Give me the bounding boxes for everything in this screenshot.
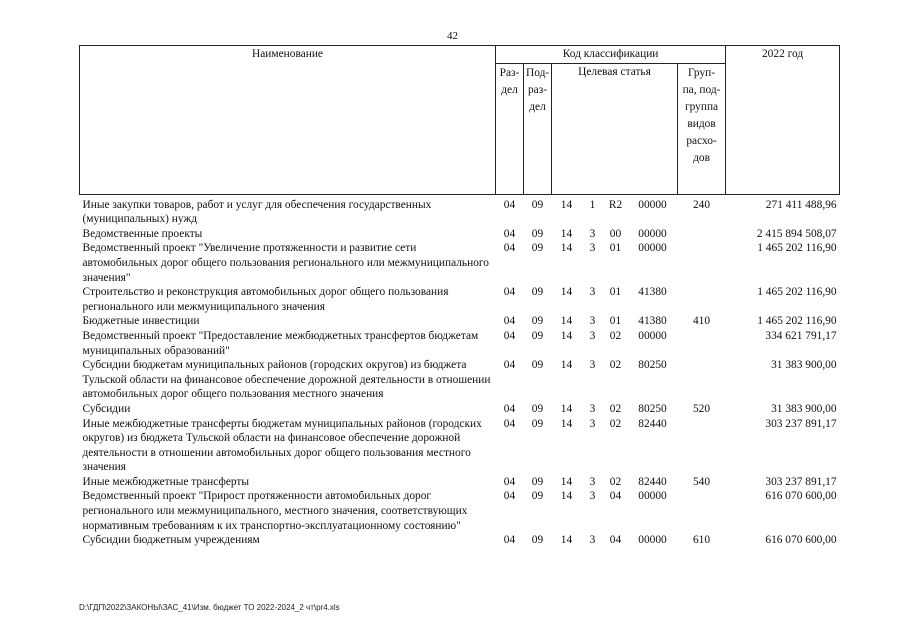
row-name: Ведомственный проект "Увеличение протяженности и развитие сети автомобильных дорог общего пользования регионального или межмуниципального значения" bbox=[82, 242, 489, 284]
row-name: Иные межбюджетные трансферты bbox=[82, 475, 250, 488]
header-group: Груп- па, под- группа видов расхо- дов bbox=[678, 63, 726, 194]
header-target: Целевая статья bbox=[552, 63, 678, 194]
file-path-footer: D:\ГДП\2022\ЗАКОНЫ\ЗАС_41\Изм. бюджет ТО 2022-2024_2 чт\pr4.xls bbox=[79, 603, 340, 612]
table-row bbox=[80, 314, 840, 329]
table-row bbox=[80, 475, 840, 490]
row-target-program: 14 bbox=[560, 329, 573, 342]
table-row bbox=[80, 358, 840, 402]
row-amount: 303 237 891,17 bbox=[765, 475, 837, 488]
row-section: 04 bbox=[503, 286, 516, 299]
row-target-item: 02 bbox=[609, 329, 622, 342]
row-target-program: 14 bbox=[560, 198, 573, 211]
row-target-code: 00000 bbox=[638, 534, 667, 547]
row-expense-group: 240 bbox=[692, 198, 711, 211]
row-target-item: 00 bbox=[609, 227, 622, 240]
row-amount: 334 621 791,17 bbox=[765, 329, 837, 342]
row-target-item: 01 bbox=[609, 315, 622, 328]
row-target-code: 41380 bbox=[638, 315, 667, 328]
row-target-code: 00000 bbox=[638, 242, 667, 255]
row-name: Субсидии bbox=[82, 402, 131, 415]
row-subsection: 09 bbox=[531, 490, 544, 503]
row-target-code: 80250 bbox=[638, 402, 667, 415]
row-section: 04 bbox=[503, 490, 516, 503]
row-target-program: 14 bbox=[560, 402, 573, 415]
header-section: Раз- дел bbox=[496, 63, 524, 194]
row-target-item: 04 bbox=[609, 490, 622, 503]
row-target-code: 00000 bbox=[638, 490, 667, 503]
row-name: Субсидии бюджетным учреждениям bbox=[82, 534, 260, 547]
row-target-sub: 1 bbox=[589, 198, 596, 211]
row-target-program: 14 bbox=[560, 359, 573, 372]
row-subsection: 09 bbox=[531, 475, 544, 488]
row-target-sub: 3 bbox=[589, 534, 596, 547]
table-body bbox=[80, 194, 840, 548]
row-expense-group bbox=[678, 489, 726, 533]
row-amount: 31 383 900,00 bbox=[771, 359, 837, 372]
row-target-program: 14 bbox=[560, 286, 573, 299]
budget-table bbox=[79, 45, 840, 548]
row-amount: 616 070 600,00 bbox=[765, 534, 837, 547]
row-section: 04 bbox=[503, 359, 516, 372]
row-section: 04 bbox=[503, 242, 516, 255]
header-code: Код классификации bbox=[496, 46, 726, 64]
row-target-item: 02 bbox=[609, 359, 622, 372]
row-name: Иные закупки товаров, работ и услуг для обеспечения государственных (муниципальных) нужд bbox=[82, 198, 432, 226]
row-subsection: 09 bbox=[531, 534, 544, 547]
row-target-item: 04 bbox=[609, 534, 622, 547]
row-subsection: 09 bbox=[531, 417, 544, 430]
row-target-code: 82440 bbox=[638, 475, 667, 488]
row-subsection: 09 bbox=[531, 242, 544, 255]
row-section: 04 bbox=[503, 227, 516, 240]
row-target-program: 14 bbox=[560, 242, 573, 255]
row-section: 04 bbox=[503, 315, 516, 328]
row-amount: 1 465 202 116,90 bbox=[757, 286, 837, 299]
row-target-program: 14 bbox=[560, 315, 573, 328]
row-target-sub: 3 bbox=[589, 315, 596, 328]
row-expense-group: 610 bbox=[692, 534, 711, 547]
row-target-code: 00000 bbox=[638, 198, 667, 211]
row-expense-group: 520 bbox=[692, 402, 711, 415]
table-row bbox=[80, 402, 840, 417]
table-row bbox=[80, 227, 840, 242]
row-subsection: 09 bbox=[531, 227, 544, 240]
row-target-sub: 3 bbox=[589, 242, 596, 255]
row-target-sub: 3 bbox=[589, 475, 596, 488]
header-name: Наименование bbox=[80, 46, 496, 195]
row-amount: 271 411 488,96 bbox=[765, 198, 837, 211]
row-expense-group: 540 bbox=[692, 475, 711, 488]
page-number: 42 bbox=[447, 30, 458, 42]
header-subsection: Под- раз- дел bbox=[524, 63, 552, 194]
row-section: 04 bbox=[503, 475, 516, 488]
row-amount: 2 415 894 508,07 bbox=[756, 227, 837, 240]
row-expense-group: 410 bbox=[692, 315, 711, 328]
row-target-code: 82440 bbox=[638, 417, 667, 430]
row-target-item: R2 bbox=[608, 198, 623, 211]
row-subsection: 09 bbox=[531, 329, 544, 342]
row-section: 04 bbox=[503, 417, 516, 430]
row-amount: 303 237 891,17 bbox=[765, 417, 837, 430]
row-target-sub: 3 bbox=[589, 402, 596, 415]
row-target-item: 01 bbox=[609, 242, 622, 255]
row-target-code: 80250 bbox=[638, 359, 667, 372]
table-row bbox=[80, 329, 840, 358]
row-expense-group bbox=[678, 329, 726, 358]
table-row bbox=[80, 285, 840, 314]
row-name: Иные межбюджетные трансферты бюджетам муниципальных районов (городских округов) из бюджета Тульской области на финансовое обеспечение дорожной деятельности в отношении автомобильных дорог общего пользования местного значения bbox=[82, 417, 482, 474]
row-target-sub: 3 bbox=[589, 490, 596, 503]
row-target-code: 00000 bbox=[638, 227, 667, 240]
table-row bbox=[80, 241, 840, 285]
row-target-code: 00000 bbox=[638, 329, 667, 342]
row-target-sub: 3 bbox=[589, 329, 596, 342]
table-row bbox=[80, 194, 840, 227]
row-amount: 1 465 202 116,90 bbox=[757, 315, 837, 328]
row-name: Строительство и реконструкция автомобильных дорог общего пользования регионального или межмуниципального значения bbox=[82, 286, 449, 313]
row-expense-group bbox=[678, 285, 726, 314]
row-section: 04 bbox=[503, 534, 516, 547]
row-name: Субсидии бюджетам муниципальных районов (городских округов) из бюджета Тульской области на финансовое обеспечение дорожной деятельности в отношении автомобильных дорог общего пользования местного значения bbox=[82, 359, 491, 401]
row-subsection: 09 bbox=[531, 315, 544, 328]
row-target-item: 02 bbox=[609, 417, 622, 430]
row-target-program: 14 bbox=[560, 475, 573, 488]
row-target-sub: 3 bbox=[589, 359, 596, 372]
row-section: 04 bbox=[503, 402, 516, 415]
row-name: Бюджетные инвестиции bbox=[82, 315, 200, 328]
row-subsection: 09 bbox=[531, 359, 544, 372]
row-target-item: 02 bbox=[609, 402, 622, 415]
row-target-program: 14 bbox=[560, 490, 573, 503]
row-target-sub: 3 bbox=[589, 286, 596, 299]
header-year: 2022 год bbox=[726, 46, 840, 195]
row-amount: 1 465 202 116,90 bbox=[757, 242, 837, 255]
row-target-program: 14 bbox=[560, 534, 573, 547]
row-subsection: 09 bbox=[531, 402, 544, 415]
row-target-sub: 3 bbox=[589, 417, 596, 430]
row-section: 04 bbox=[503, 329, 516, 342]
row-name: Ведомственный проект "Предоставление межбюджетных трансфертов бюджетам муниципальных образований" bbox=[82, 329, 479, 357]
row-expense-group bbox=[678, 241, 726, 285]
row-subsection: 09 bbox=[531, 286, 544, 299]
row-target-item: 02 bbox=[609, 475, 622, 488]
row-amount: 31 383 900,00 bbox=[771, 402, 837, 415]
row-expense-group bbox=[678, 227, 726, 242]
row-name: Ведомственный проект "Прирост протяженности автомобильных дорог регионального или межмуниципального, местного значения, соответствующих нормативным требованиям к их транспортно-эксплуатационному состоянию" bbox=[82, 490, 468, 532]
row-target-program: 14 bbox=[560, 417, 573, 430]
table-row bbox=[80, 533, 840, 548]
row-target-code: 41380 bbox=[638, 286, 667, 299]
row-target-program: 14 bbox=[560, 227, 573, 240]
row-name: Ведомственные проекты bbox=[82, 227, 203, 240]
row-target-item: 01 bbox=[609, 286, 622, 299]
row-target-sub: 3 bbox=[589, 227, 596, 240]
table-row bbox=[80, 417, 840, 475]
row-section: 04 bbox=[503, 198, 516, 211]
row-expense-group bbox=[678, 358, 726, 402]
row-amount: 616 070 600,00 bbox=[765, 490, 837, 503]
table-row bbox=[80, 489, 840, 533]
row-expense-group bbox=[678, 417, 726, 475]
row-subsection: 09 bbox=[531, 198, 544, 211]
